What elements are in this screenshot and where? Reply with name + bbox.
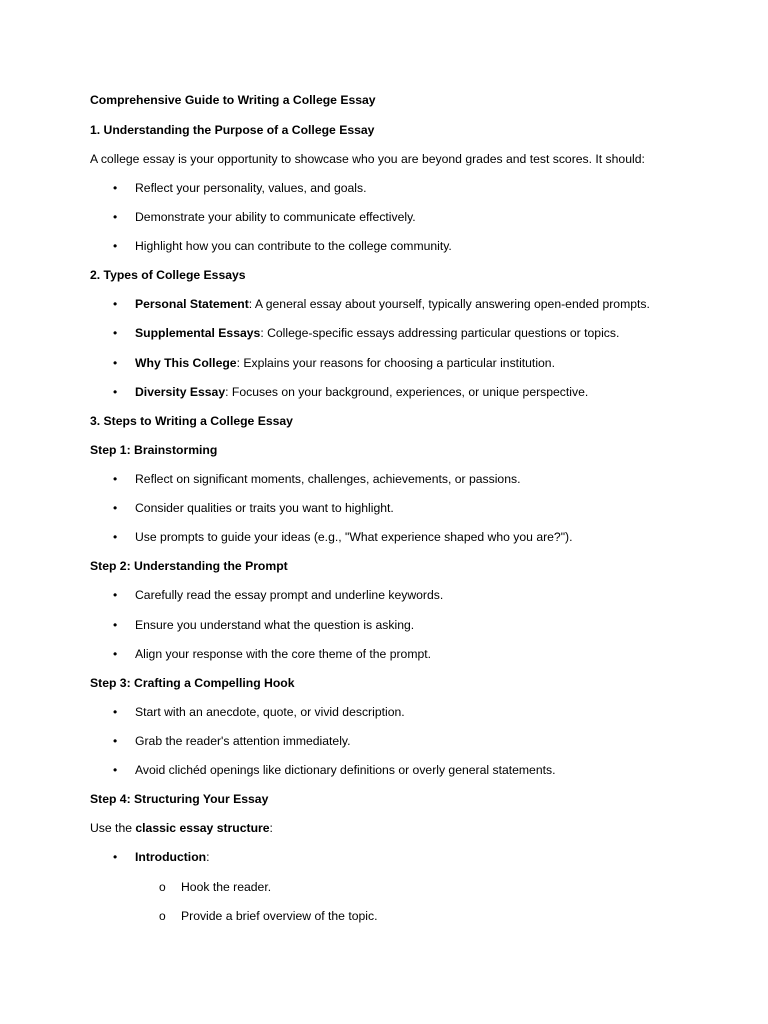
list-item-term: Personal Statement xyxy=(135,297,249,311)
list-item-text: Demonstrate your ability to communicate effectively. xyxy=(135,210,416,224)
list-item-term: Diversity Essay xyxy=(135,385,226,399)
bullet-icon: • xyxy=(113,326,118,340)
step-4-intro-pre: Use the xyxy=(90,821,136,835)
list-item-text: Ensure you understand what the question is asking. xyxy=(135,618,415,632)
list-item-text: : College-specific essays addressing particular questions or topics. xyxy=(260,326,620,340)
bullet-icon: • xyxy=(113,210,118,224)
list-item-text: : Explains your reasons for choosing a particular institution. xyxy=(236,356,555,370)
list-item-text: : A general essay about yourself, typically answering open-ended prompts. xyxy=(248,297,650,311)
list-item-text: Avoid clichéd openings like dictionary definitions or overly general statements. xyxy=(135,763,556,777)
bullet-icon: • xyxy=(113,472,118,486)
list-item-text: Highlight how you can contribute to the college community. xyxy=(135,239,452,253)
step-1-heading: Step 1: Brainstorming xyxy=(90,443,218,457)
section-1-heading: 1. Understanding the Purpose of a College Essay xyxy=(90,123,375,137)
bullet-icon: • xyxy=(113,239,118,253)
bullet-icon: • xyxy=(113,618,118,632)
bullet-icon: • xyxy=(113,588,118,602)
list-item-term: Why This College xyxy=(135,356,237,370)
step-4-intro-post: : xyxy=(269,821,273,835)
list-item-text: Consider qualities or traits you want to highlight. xyxy=(135,501,394,515)
bullet-icon: • xyxy=(113,181,118,195)
list-item-text: Carefully read the essay prompt and underline keywords. xyxy=(135,588,444,602)
list-item-text: : Focuses on your background, experiences, or unique perspective. xyxy=(225,385,589,399)
bullet-icon: • xyxy=(113,385,118,399)
section-3-heading: 3. Steps to Writing a College Essay xyxy=(90,414,293,428)
section-2-heading: 2. Types of College Essays xyxy=(90,268,246,282)
list-item-text: Grab the reader's attention immediately. xyxy=(135,734,351,748)
bullet-icon: • xyxy=(113,297,118,311)
sub-list-item-text: Provide a brief overview of the topic. xyxy=(181,909,378,923)
bullet-icon: • xyxy=(113,356,118,370)
list-item-text: Reflect on significant moments, challenges, achievements, or passions. xyxy=(135,472,521,486)
hollow-bullet-icon: o xyxy=(159,909,166,923)
hollow-bullet-icon: o xyxy=(159,880,166,894)
step-3-heading: Step 3: Crafting a Compelling Hook xyxy=(90,676,295,690)
sub-list-item-text: Hook the reader. xyxy=(181,880,272,894)
list-item-text: Align your response with the core theme of the prompt. xyxy=(135,647,432,661)
list-item-text: Use prompts to guide your ideas (e.g., "What experience shaped who you are?"). xyxy=(135,530,573,544)
document-title: Comprehensive Guide to Writing a College Essay xyxy=(90,93,376,107)
bullet-icon: • xyxy=(113,705,118,719)
bullet-icon: • xyxy=(113,850,118,864)
list-item-term: Supplemental Essays xyxy=(135,326,261,340)
list-item-text: : xyxy=(206,850,210,864)
bullet-icon: • xyxy=(113,734,118,748)
section-1-intro: A college essay is your opportunity to showcase who you are beyond grades and test scores. It should: xyxy=(90,152,645,166)
list-item-text: Start with an anecdote, quote, or vivid description. xyxy=(135,705,405,719)
bullet-icon: • xyxy=(113,647,118,661)
bullet-icon: • xyxy=(113,501,118,515)
list-item-term: Introduction xyxy=(135,850,207,864)
step-2-heading: Step 2: Understanding the Prompt xyxy=(90,559,288,573)
step-4-intro-bold: classic essay structure xyxy=(135,821,270,835)
bullet-icon: • xyxy=(113,530,118,544)
bullet-icon: • xyxy=(113,763,118,777)
list-item-text: Reflect your personality, values, and goals. xyxy=(135,181,367,195)
step-4-heading: Step 4: Structuring Your Essay xyxy=(90,792,269,806)
step-4-intro xyxy=(90,820,273,836)
